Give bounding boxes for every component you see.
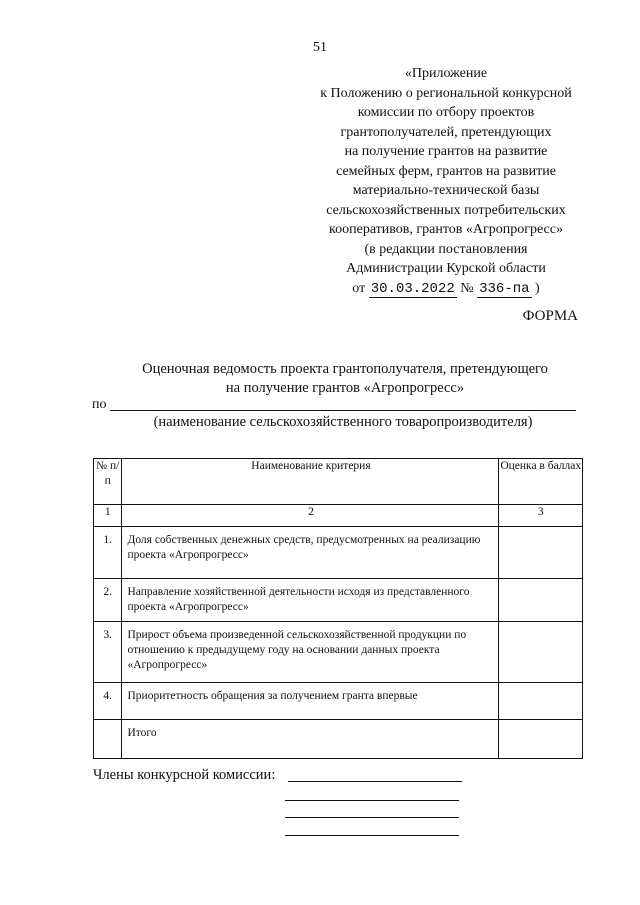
table-row bbox=[94, 683, 583, 720]
form-title-line: Оценочная ведомость проекта грантополучателя, претендующего bbox=[142, 361, 548, 377]
criterion-text: Приоритетность обращения за получением гранта впервые bbox=[122, 683, 499, 720]
resolution-date: 30.03.2022 bbox=[370, 280, 455, 297]
score-cell[interactable] bbox=[499, 683, 583, 720]
po-label: по bbox=[92, 397, 107, 412]
row-number: 4. bbox=[94, 683, 122, 720]
appendix-line: материально-технической базы bbox=[352, 183, 540, 198]
table-row bbox=[94, 579, 583, 622]
header-number: № п/п bbox=[94, 459, 122, 505]
column-index-row bbox=[94, 505, 583, 527]
appendix-line: комиссии по отбору проектов bbox=[357, 105, 535, 120]
signature-line[interactable] bbox=[285, 835, 459, 836]
table-row bbox=[94, 622, 583, 683]
appendix-header bbox=[300, 64, 592, 298]
row-number: 3. bbox=[94, 622, 122, 683]
appendix-line: (в редакции постановления bbox=[364, 241, 528, 257]
score-cell[interactable] bbox=[499, 622, 583, 683]
producer-name-caption: (наименование сельскохозяйственного товаропроизводителя) bbox=[153, 414, 533, 430]
signature-line[interactable] bbox=[285, 817, 459, 818]
appendix-line: Администрации Курской области bbox=[346, 261, 546, 276]
form-label: ФОРМА bbox=[522, 308, 578, 324]
appendix-line: на получение грантов на развитие bbox=[344, 144, 548, 159]
column-index: 2 bbox=[122, 505, 499, 527]
page-number: 51 bbox=[313, 40, 327, 55]
header-score: Оценка в баллах bbox=[499, 459, 583, 505]
signature-line[interactable] bbox=[288, 781, 462, 782]
number-sign: № bbox=[460, 280, 474, 296]
score-cell[interactable] bbox=[499, 527, 583, 579]
appendix-line: к Положению о региональной конкурсной bbox=[320, 85, 572, 101]
date-prefix: от bbox=[352, 280, 366, 296]
column-index: 3 bbox=[499, 505, 583, 527]
table-header-row bbox=[94, 459, 583, 505]
criterion-text: Направление хозяйственной деятельности исходя из представленного проекта «Агропрогресс» bbox=[122, 579, 499, 622]
appendix-line: сельскохозяйственных потребительских bbox=[326, 202, 566, 218]
column-index: 1 bbox=[94, 505, 122, 527]
table-row-total bbox=[94, 720, 583, 759]
table-row bbox=[94, 527, 583, 579]
form-title-line: на получение грантов «Агропрогресс» bbox=[225, 380, 465, 396]
resolution-number: 336-па bbox=[479, 280, 530, 297]
row-number bbox=[94, 720, 122, 759]
criterion-text: Прирост объема произведенной сельскохозяйственной продукции по отношению к предыдущему году на основании данных проекта «Агропрогресс» bbox=[122, 622, 499, 683]
signature-line[interactable] bbox=[285, 800, 459, 801]
resolution-date-line bbox=[300, 279, 592, 299]
row-number: 1. bbox=[94, 527, 122, 579]
total-label: Итого bbox=[122, 720, 499, 759]
appendix-line: семейных ферм, грантов на развитие bbox=[336, 163, 556, 179]
producer-name-blank bbox=[110, 410, 576, 411]
closing-paren: ) bbox=[535, 280, 540, 296]
appendix-line: грантополучателей, претендующих bbox=[340, 124, 552, 140]
criterion-text: Доля собственных денежных средств, предусмотренных на реализацию проекта «Агропрогресс» bbox=[122, 527, 499, 579]
row-number: 2. bbox=[94, 579, 122, 622]
header-criterion: Наименование критерия bbox=[122, 459, 499, 505]
form-title bbox=[90, 360, 600, 398]
appendix-line: кооперативов, грантов «Агропрогресс» bbox=[329, 222, 563, 237]
total-score-cell[interactable] bbox=[499, 720, 583, 759]
commission-members-label: Члены конкурсной комиссии: bbox=[93, 767, 276, 783]
score-cell[interactable] bbox=[499, 579, 583, 622]
criteria-table bbox=[93, 458, 583, 759]
appendix-line: «Приложение bbox=[404, 66, 488, 81]
